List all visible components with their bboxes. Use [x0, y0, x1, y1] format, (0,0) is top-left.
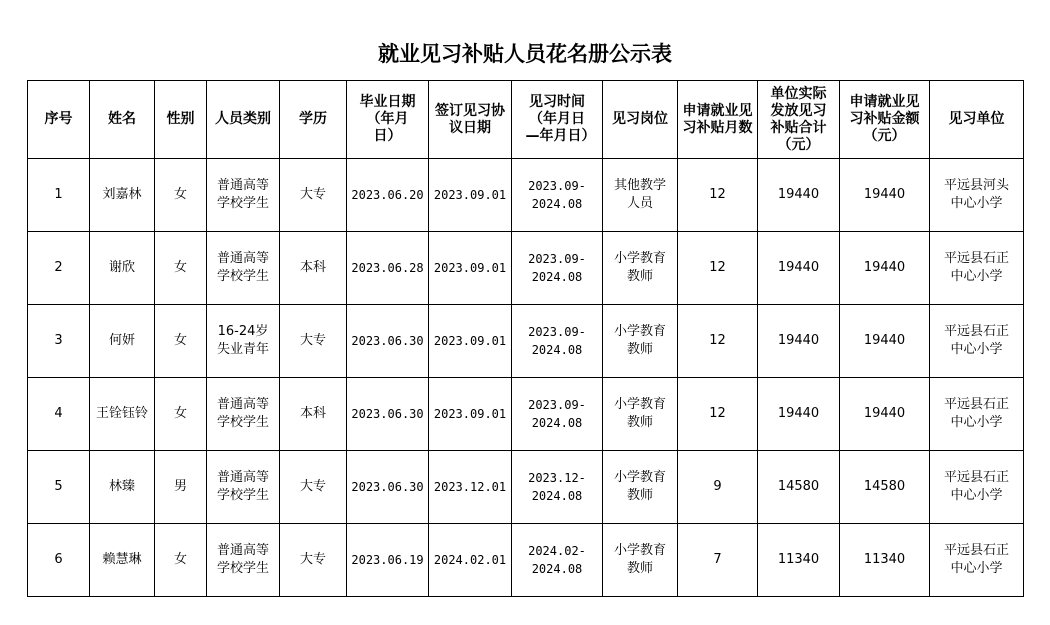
col-header-position [603, 81, 678, 159]
cell-value: 11340 [777, 552, 820, 567]
cell-value: 19440 [777, 333, 820, 348]
col-header-unit [930, 81, 1024, 159]
cell-value: 普通高等学校学生 [216, 470, 269, 503]
cell-position [603, 378, 678, 451]
cell-position [603, 451, 678, 524]
cell-value: 何妍 [108, 333, 135, 348]
cell-value: 普通高等学校学生 [216, 397, 269, 430]
cell-name [90, 232, 155, 305]
col-header-label: 学历 [299, 111, 327, 127]
cell-period [512, 159, 603, 232]
cell-value: 刘嘉林 [102, 187, 142, 202]
cell-value: 2023.09-2024.08 [528, 252, 586, 284]
cell-value: 平远县石正中心小学 [944, 251, 1010, 284]
cell-value: 6 [54, 552, 63, 567]
cell-value: 12 [709, 333, 726, 348]
cell-agreement-date [429, 378, 512, 451]
cell-value: 12 [709, 260, 726, 275]
col-header-label: 序号 [44, 111, 73, 127]
cell-amount [840, 305, 930, 378]
cell-value: 赖慧琳 [102, 552, 142, 567]
cell-value: 19440 [863, 260, 906, 275]
cell-amount [840, 159, 930, 232]
cell-gender [155, 524, 207, 597]
cell-amount [840, 524, 930, 597]
cell-paid-total [758, 232, 840, 305]
cell-gender [155, 305, 207, 378]
cell-category [207, 451, 280, 524]
cell-position [603, 232, 678, 305]
cell-value: 2023.06.30 [351, 334, 424, 348]
cell-gender [155, 232, 207, 305]
cell-seq [28, 159, 90, 232]
cell-value: 12 [709, 406, 726, 421]
cell-unit [930, 451, 1024, 524]
cell-value: 平远县石正中心小学 [944, 397, 1010, 430]
cell-value: 男 [173, 479, 187, 494]
table-row [28, 232, 1024, 305]
cell-unit [930, 524, 1024, 597]
cell-paid-total [758, 159, 840, 232]
cell-unit [930, 378, 1024, 451]
cell-period [512, 524, 603, 597]
cell-value: 林臻 [108, 479, 135, 494]
page-title: 就业见习补贴人员花名册公示表 [378, 41, 672, 66]
cell-value: 9 [713, 479, 722, 494]
cell-education [280, 159, 347, 232]
col-header-grad-date [347, 81, 429, 159]
col-header-amount [840, 81, 930, 159]
cell-seq [28, 232, 90, 305]
cell-education [280, 378, 347, 451]
cell-months [678, 232, 758, 305]
col-header-label: 见习单位 [948, 111, 1005, 127]
col-header-agreement-date [429, 81, 512, 159]
cell-value: 平远县河头中心小学 [944, 178, 1010, 211]
col-header-name [90, 81, 155, 159]
cell-agreement-date [429, 524, 512, 597]
cell-value: 小学教育教师 [613, 324, 666, 357]
cell-value: 2023.09.01 [433, 261, 507, 275]
cell-name [90, 451, 155, 524]
cell-category [207, 378, 280, 451]
cell-grad-date [347, 378, 429, 451]
cell-value: 小学教育教师 [613, 397, 666, 430]
cell-value: 2023.06.20 [351, 188, 424, 202]
cell-value: 16-24岁失业青年 [216, 324, 269, 357]
cell-agreement-date [429, 232, 512, 305]
cell-value: 大专 [299, 187, 326, 202]
cell-value: 2 [54, 260, 63, 275]
cell-position [603, 305, 678, 378]
cell-months [678, 378, 758, 451]
cell-position [603, 524, 678, 597]
cell-education [280, 524, 347, 597]
cell-value: 2023.06.30 [351, 407, 424, 421]
cell-value: 1 [54, 187, 63, 202]
cell-value: 19440 [863, 406, 906, 421]
cell-paid-total [758, 378, 840, 451]
cell-value: 4 [54, 406, 63, 421]
cell-category [207, 305, 280, 378]
roster-table [27, 80, 1024, 597]
cell-value: 本科 [299, 406, 326, 421]
col-header-label: 见习时间（年月日—年月日） [525, 94, 596, 144]
cell-value: 2023.06.19 [351, 553, 424, 567]
cell-grad-date [347, 305, 429, 378]
cell-grad-date [347, 451, 429, 524]
cell-gender [155, 451, 207, 524]
cell-months [678, 159, 758, 232]
col-header-label: 人员类别 [215, 111, 271, 127]
cell-value: 2023.09-2024.08 [528, 398, 586, 430]
cell-agreement-date [429, 159, 512, 232]
cell-value: 19440 [863, 187, 906, 202]
col-header-label: 见习岗位 [612, 111, 668, 127]
cell-category [207, 524, 280, 597]
cell-value: 19440 [777, 187, 820, 202]
cell-category [207, 159, 280, 232]
cell-value: 2024.02-2024.08 [528, 544, 586, 576]
col-header-gender [155, 81, 207, 159]
cell-value: 3 [54, 333, 63, 348]
cell-period [512, 378, 603, 451]
col-header-education [280, 81, 347, 159]
col-header-label: 单位实际发放见习补贴合计（元） [770, 85, 827, 153]
table-row [28, 305, 1024, 378]
cell-value: 本科 [299, 260, 326, 275]
cell-period [512, 232, 603, 305]
cell-seq [28, 305, 90, 378]
cell-value: 谢欣 [108, 260, 135, 275]
cell-paid-total [758, 305, 840, 378]
cell-amount [840, 232, 930, 305]
cell-value: 女 [173, 187, 187, 202]
cell-period [512, 451, 603, 524]
cell-value: 小学教育教师 [613, 470, 666, 503]
cell-seq [28, 524, 90, 597]
col-header-label: 申请就业见习补贴月数 [682, 102, 753, 136]
cell-value: 2024.02.01 [433, 553, 507, 567]
cell-months [678, 451, 758, 524]
cell-value: 19440 [777, 406, 820, 421]
cell-grad-date [347, 524, 429, 597]
cell-value: 2023.09.01 [433, 188, 507, 202]
cell-value: 大专 [299, 552, 326, 567]
cell-value: 平远县石正中心小学 [944, 324, 1010, 357]
cell-value: 平远县石正中心小学 [944, 470, 1010, 503]
cell-agreement-date [429, 451, 512, 524]
cell-gender [155, 159, 207, 232]
cell-value: 2023.06.30 [351, 480, 424, 494]
cell-paid-total [758, 524, 840, 597]
cell-value: 2023.09-2024.08 [528, 179, 586, 211]
col-header-label: 申请就业见习补贴金额（元） [849, 94, 920, 144]
cell-value: 普通高等学校学生 [216, 543, 269, 576]
cell-agreement-date [429, 305, 512, 378]
cell-paid-total [758, 451, 840, 524]
col-header-seq [28, 81, 90, 159]
cell-value: 2023.09.01 [433, 334, 507, 348]
col-header-months [678, 81, 758, 159]
header-row [28, 81, 1024, 159]
table-row [28, 159, 1024, 232]
cell-name [90, 159, 155, 232]
table-row [28, 451, 1024, 524]
cell-value: 7 [713, 552, 722, 567]
cell-value: 平远县石正中心小学 [944, 543, 1010, 576]
cell-value: 2023.06.28 [351, 261, 424, 275]
cell-value: 5 [54, 479, 63, 494]
col-header-label: 毕业日期（年月日） [359, 94, 416, 144]
cell-name [90, 378, 155, 451]
cell-value: 女 [173, 552, 187, 567]
cell-value: 王铨钰铃 [95, 406, 148, 421]
col-header-period [512, 81, 603, 159]
cell-months [678, 305, 758, 378]
col-header-label: 签订见习协议日期 [435, 102, 505, 136]
cell-value: 小学教育教师 [613, 543, 666, 576]
cell-value: 其他教学人员 [613, 178, 666, 211]
cell-unit [930, 232, 1024, 305]
table-row [28, 524, 1024, 597]
cell-name [90, 305, 155, 378]
cell-value: 11340 [863, 552, 906, 567]
cell-value: 小学教育教师 [613, 251, 666, 284]
cell-value: 2023.12.01 [433, 480, 507, 494]
cell-grad-date [347, 159, 429, 232]
col-header-label: 姓名 [108, 111, 136, 127]
cell-amount [840, 378, 930, 451]
col-header-paid-total [758, 81, 840, 159]
cell-value: 19440 [863, 333, 906, 348]
cell-period [512, 305, 603, 378]
cell-grad-date [347, 232, 429, 305]
cell-value: 12 [709, 187, 726, 202]
cell-value: 2023.09.01 [433, 407, 507, 421]
cell-education [280, 232, 347, 305]
cell-education [280, 305, 347, 378]
col-header-category [207, 81, 280, 159]
cell-months [678, 524, 758, 597]
cell-value: 19440 [777, 260, 820, 275]
cell-value: 女 [173, 260, 187, 275]
cell-amount [840, 451, 930, 524]
cell-value: 普通高等学校学生 [216, 178, 269, 211]
cell-value: 大专 [299, 333, 326, 348]
cell-value: 女 [173, 333, 187, 348]
cell-value: 女 [173, 406, 187, 421]
cell-value: 大专 [299, 479, 326, 494]
cell-unit [930, 305, 1024, 378]
cell-education [280, 451, 347, 524]
cell-value: 2023.12-2024.08 [528, 471, 586, 503]
cell-position [603, 159, 678, 232]
cell-seq [28, 451, 90, 524]
cell-value: 2023.09-2024.08 [528, 325, 586, 357]
cell-value: 普通高等学校学生 [216, 251, 269, 284]
cell-unit [930, 159, 1024, 232]
cell-name [90, 524, 155, 597]
cell-value: 14580 [777, 479, 820, 494]
cell-value: 14580 [863, 479, 906, 494]
cell-seq [28, 378, 90, 451]
cell-category [207, 232, 280, 305]
cell-gender [155, 378, 207, 451]
table-row [28, 378, 1024, 451]
col-header-label: 性别 [166, 111, 195, 127]
